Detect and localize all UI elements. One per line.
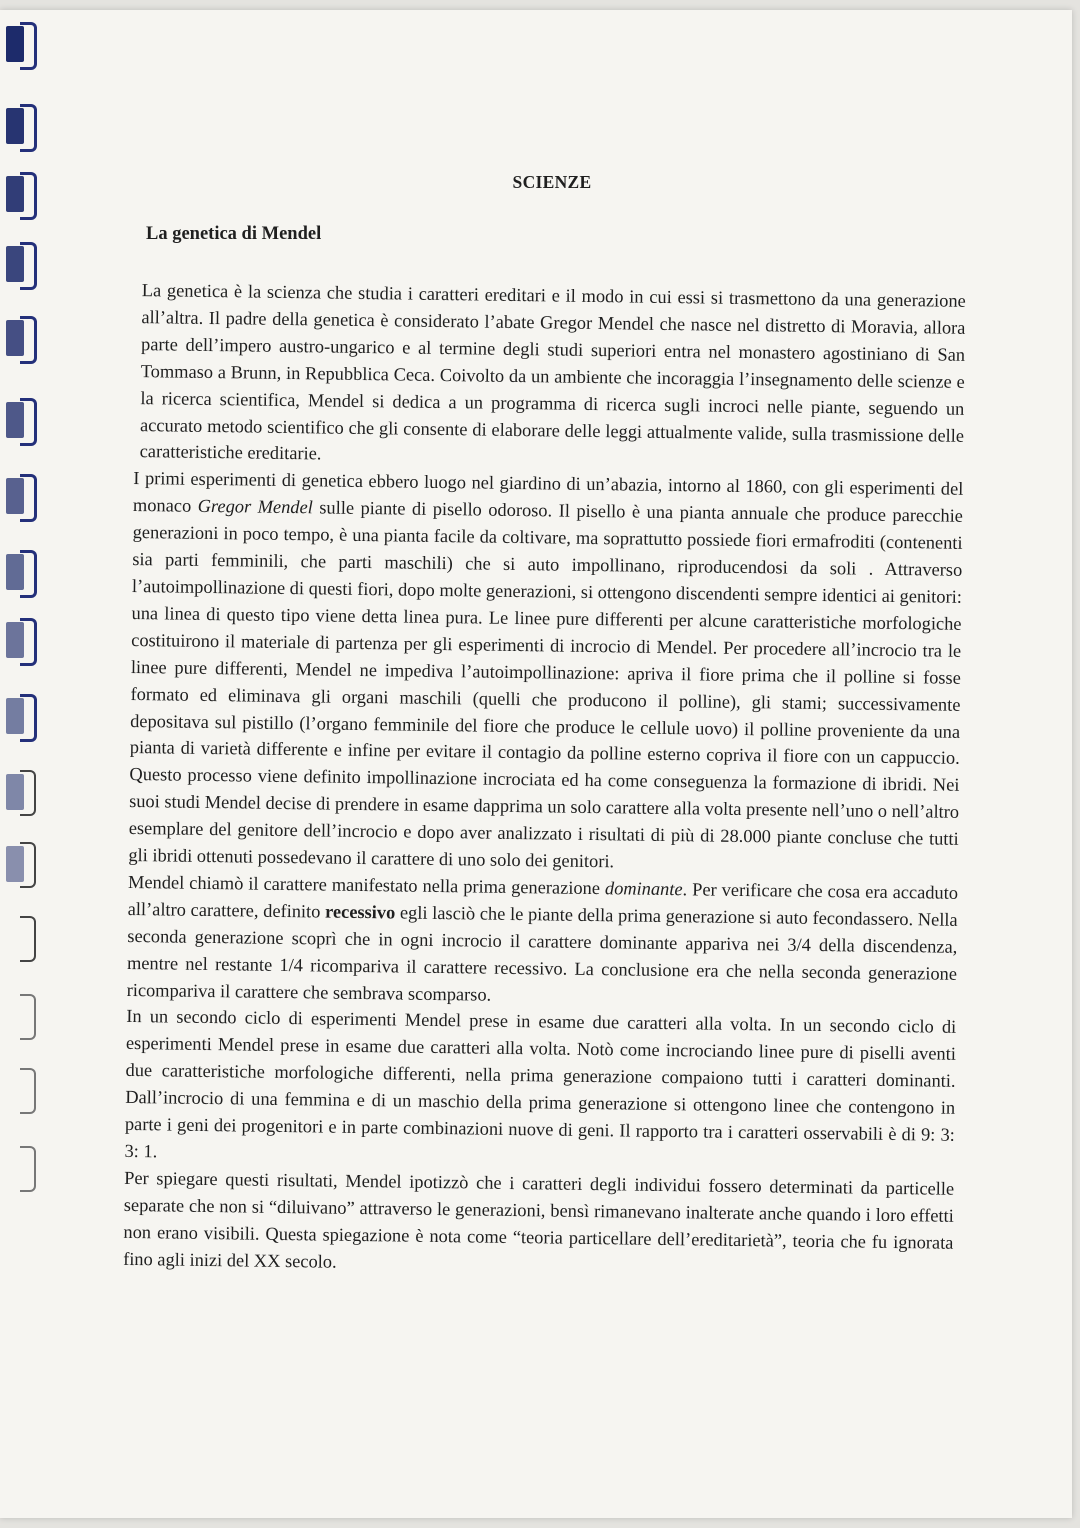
- paragraph-text-segment: recessivo: [324, 901, 396, 923]
- paragraph-text-segment: In un secondo ciclo di esperimenti Mendel prese in esame due caratteri alla volta. In un secondo ciclo di esperimenti Mendel prese in esame due caratteri alla volta. Notò come incrociando linee pure di piselli aventi due caratteristiche morfologiche differenti, nella prima generazione compaiono tutti i caratteri dominanti. Dall’incrocio di una femmina e di un maschio della prima generazione si ottengono linee che contengono in parte i geni dei progenitori e in parte combinazioni nuove di geni. Il rapporto tra i caratteri osservabili è di 9: 3: 3: 1.: [124, 1006, 957, 1162]
- paragraph: [124, 1003, 956, 1175]
- paragraph-text-segment: La genetica è la scienza che studia i caratteri ereditari e il modo in cui essi si trasmettono da una generazione all’altra. Il padre della genetica è considerato l’abate Gregor Mendel che nasce nel distretto di Moravia, allora parte dell’impero austro-ungarico e al termine degli studi superiori entra nel monastero agostiniano di San Tommaso a Brunn, in Repubblica Ceca. Coivolto da un ambiente che incoraggia l’insegnamento delle scienze e la ricerca scientifica, Mendel si dedica a un programma di ricerca sugli incroci nelle piante, seguendo un accurato metodo scientifico che gli consente di elaborare delle leggi attualmente valide, sulla trasmissione delle caratteristiche ereditarie.: [139, 280, 966, 464]
- paragraph-text-segment: dominante: [604, 878, 683, 900]
- paragraph-text-segment: I primi esperimenti di genetica ebbero luogo nel giardino di un’abazia, intorno al 1860, con gli esperimenti del monaco: [132, 468, 964, 517]
- paragraph-text-segment: sulle piante di pisello odoroso. Il pisello è una pianta annuale che produce parecchie generazioni in poco tempo, è una pianta facile da coltivare, ma soprattutto possiede fiori ermafroditi (contenenti sia parti femminili, che parti maschili) che si auto impollinano, riproducendosi da soli . Attraverso l’autoimpollinazione di questi fiori, dopo molte generazioni, si ottengono discendenti sempre identici ai genitori: una linea di questo tipo viene detta linea pura. Le linee pure differenti per alcune caratteristiche morfologiche costituirono il materiale di partenza per gli esperimenti di incrocio di Mendel. Per procedere all’incrocio tra le linee pure differenti, Mendel ne impediva l’autoimpollinazione: apriva il fiore prima che il polline si fosse formato ed eliminava gli organi maschili (quelli che producono il polline), gli stami; successivamente depositava sul pistillo (l’organo femminile del fiore che produce le cellule uovo) il polline proveniente da una pianta di varietà differente e infine per evitare il contagio da polline esterno copriva il fiore con un cappuccio. Questo processo viene definito impollinazione incrociata ed ha come conseguenza la formazione di ibridi. Nei suoi studi Mendel decise di prendere in esame dapprima un solo carattere alla volta presente nell’uno o nell’altro esemplare del genitore dell’incrocio e dopo aver analizzato i risultati di più di 28.000 piante concluse che tutti gli ibridi ottenuti possedevano il carattere di uno solo dei genitori.: [128, 497, 964, 872]
- paragraph-text-segment: . Per verificare che cosa era accaduto all’altro carattere, definito: [127, 879, 959, 922]
- paragraph: [123, 1165, 954, 1283]
- document-body: [123, 277, 966, 1283]
- paragraph-text-segment: Gregor Mendel: [197, 496, 313, 518]
- paragraph: [126, 869, 958, 1014]
- page-title: La genetica di Mendel: [146, 224, 322, 244]
- page-subject: SCIENZE: [512, 172, 592, 192]
- paragraph-text-segment: Per spiegare questi risultati, Mendel ipotizzò che i caratteri degli individui fossero determinati da particelle separate che non si “diluivano” attraverso le generazioni, bensì rimanevano inalterate anche quando i loro effetti non erano visibili. Questa spiegazione è nota come “teoria particellare dell’ereditarietà”, teoria che fu ignorata fino agli inizi del XX secolo.: [123, 1167, 955, 1272]
- paragraph-text-segment: egli lasciò che le piante della prima generazione si auto fecondassero. Nella seconda generazione scoprì che in ogni incrocio il carattere dominante appariva nei 3/4 della discendenza, mentre nel restante 1/4 ricompariva il carattere recessivo. La conclusione era che nella seconda generazione ricompariva il carattere che sembrava scomparso.: [126, 902, 958, 1005]
- paragraph: [134, 277, 966, 476]
- paragraph: [128, 465, 963, 879]
- paragraph-text-segment: Mendel chiamò il carattere manifestato nella prima generazione: [127, 871, 606, 899]
